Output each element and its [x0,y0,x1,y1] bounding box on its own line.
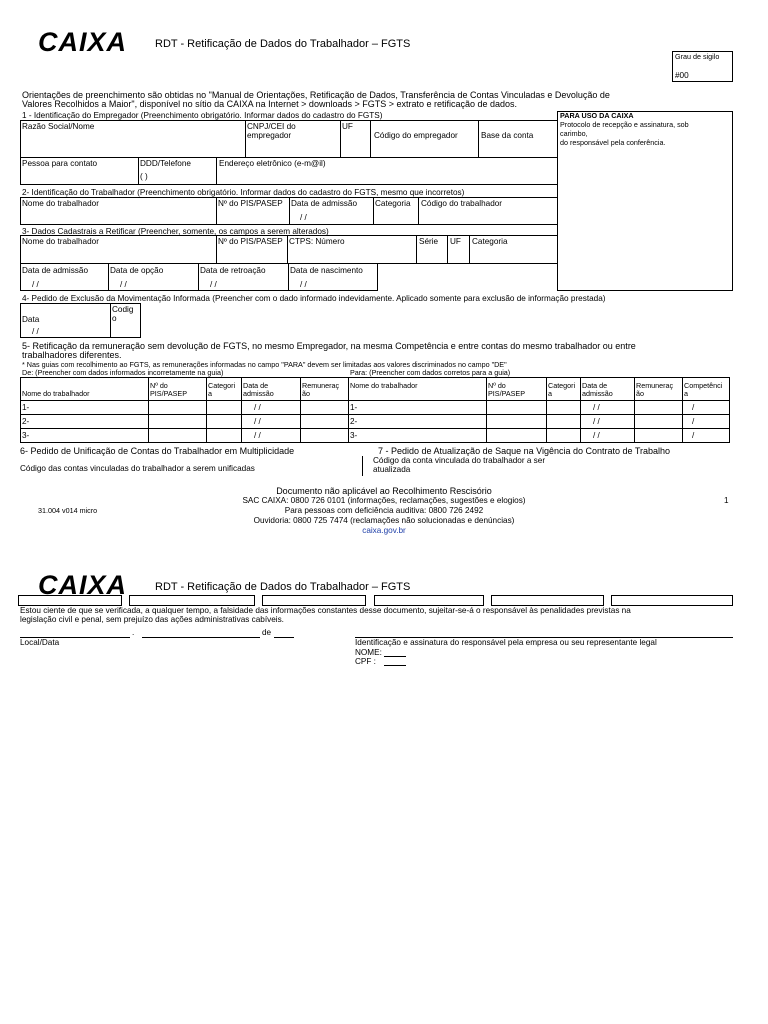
s5-de-h-rem: Remuneraç [302,381,340,390]
s5-para-comp-mask-3: / [692,431,695,440]
s5-para-h-comp: Competênci [684,381,723,390]
s4-data-mask: / / [32,327,39,336]
cnpj-label-2: empregador [247,131,292,140]
section-6-title: 6- Pedido de Unificação de Contas do Trabalhador em Multiplicidade [20,446,295,456]
s5-para-adm-mask-1: / / [593,403,600,412]
s4-codigo-label-2: o [112,314,117,323]
form-code: 31.004 v014 micro [38,506,98,515]
s2-admissao-label: Data de admissão [291,199,357,208]
caixa-logo-2: CAIXA [38,570,128,600]
s5-para-row-3: 3- [350,431,358,440]
s3-opcao-mask: / / [120,280,127,289]
base-conta-label: Base da conta [481,131,534,140]
s5-de-h-pis: Nº do [150,381,168,390]
s4-codigo-label: Codig [112,305,134,314]
s3-admissao-label: Data de admissão [22,266,88,275]
document-title-2: RDT - Retificação de Dados do Trabalhador – FGTS [155,581,411,593]
ddd-mask: ( ) [140,172,148,181]
section-3-title: 3- Dados Cadastrais a Retificar (Preencher, somente, os campos a serem alterados) [22,227,329,236]
razao-social-label: Razão Social/Nome [22,122,95,131]
s5-para-h-rem-2: ão [636,389,644,398]
intro-line-1: Orientações de preenchimento são obtidas no "Manual de Orientações, Retificação de Dados, Transferência de Contas Vinculadas e Devolução de [22,90,610,100]
grau-sigilo-label: Grau de sigilo [675,52,720,61]
nome-label: NOME: [355,648,382,657]
declaration-line-1: Estou ciente de que se verificada, a qualquer tempo, a falsidade das informações constantes desse documento, sujeitar-se-á o responsável às penalidades previstas na [20,606,631,615]
part2-box-3 [262,595,366,606]
s5-de-h-rem-2: ão [302,389,310,398]
s5-para-h-adm: Data de [582,381,608,390]
document-title: RDT - Retificação de Dados do Trabalhador – FGTS [155,38,411,50]
page-number: 1 [724,496,729,505]
s5-para-h-rem: Remuneraç [636,381,674,390]
s5-para-comp-mask-2: / [692,417,695,426]
s5-de-h-nome: Nome do trabalhador [22,389,90,398]
s2-nome-label: Nome do trabalhador [22,199,99,208]
part2-box-6 [611,595,733,606]
s5-para-row-1: 1- [350,403,358,412]
uso-caixa-line-1: Protocolo de recepção e assinatura, sob [560,120,689,129]
s5-para-h-nome: Nome do trabalhador [350,381,418,390]
part2-box-2 [129,595,255,606]
cnpj-label: CNPJ/CEI do [247,122,296,131]
s5-de-h-cat: Categori [208,381,236,390]
s5-de-h-cat-2: a [208,389,212,398]
s5-para-label: Para: (Preencher com dados corretos para a guia) [350,368,511,377]
uso-caixa-line-3: do responsável pela conferência. [560,138,666,147]
s5-de-h-adm-2: admissão [243,389,274,398]
s5-para-h-cat: Categori [548,381,576,390]
s5-de-adm-mask-3: / / [254,431,261,440]
footer-sac: SAC CAIXA: 0800 726 0101 (informações, reclamações, sugestões e elogios) [242,496,526,505]
identificacao-label: Identificação e assinatura do responsável pela empresa ou seu representante legal [355,638,657,647]
s5-para-adm-mask-3: / / [593,431,600,440]
codigo-empregador-label: Código do empregador [374,131,458,140]
footer-link[interactable]: caixa.gov.br [362,526,406,535]
pessoa-contato-label: Pessoa para contato [22,159,98,168]
s3-nascimento-mask: / / [300,280,307,289]
local-data-de: de [262,628,272,637]
s7-field-label-2: atualizada [373,465,411,474]
uf-label: UF [342,122,353,131]
s5-de-h-pis-2: PIS/PASEP [150,389,188,398]
s3-serie-label: Série [419,237,439,246]
s3-retroacao-mask: / / [210,280,217,289]
footer-not-applicable: Documento não aplicável ao Recolhimento Rescisório [276,486,492,496]
s6-field-label: Código das contas vinculadas do trabalhador a serem unificadas [20,464,255,473]
s5-para-h-pis-2: PIS/PASEP [488,389,526,398]
s3-ctps-label: CTPS: Número [289,237,345,246]
s5-para-h-adm-2: admissão [582,389,613,398]
ddd-telefone-label: DDD/Telefone [140,159,191,168]
s5-de-adm-mask-1: / / [254,403,261,412]
s5-de-adm-mask-2: / / [254,417,261,426]
s5-para-adm-mask-2: / / [593,417,600,426]
part2-box-4 [374,595,484,606]
section-2-title: 2- Identificação do Trabalhador (Preenchimento obrigatório. Informar dados do cadastro do FGTS, mesmo que incorretos) [22,188,465,197]
s5-de-row-2: 2- [22,417,30,426]
s3-nome-label: Nome do trabalhador [22,237,99,246]
section-5-note: * Nas guias com recolhimento ao FGTS, as remunerações informadas no campo "PARA" devem ser limitadas aos valores discriminados no campo "DE" [22,360,507,369]
s3-admissao-mask: / / [32,280,39,289]
local-data-label: Local/Data [20,638,60,647]
s2-pis-label: Nº do PIS/PASEP [218,199,283,208]
s2-admissao-mask: / / [300,213,307,222]
s2-codigo-label: Código do trabalhador [421,199,503,208]
footer-deficiencia: Para pessoas com deficiência auditiva: 0800 726 2492 [284,506,484,515]
cpf-label: CPF : [355,657,376,666]
s5-de-row-1: 1- [22,403,30,412]
section-4-title: 4- Pedido de Exclusão da Movimentação Informada (Preencher com o dado informado indevidamente. Aplicado somente para exclusão de informação prestada) [22,294,606,303]
s3-retroacao-label: Data de retroação [200,266,266,275]
section-1-title: 1 - Identificação do Empregador (Preenchimento obrigatório. Informar dados do cadastro do FGTS) [22,111,383,120]
declaration-line-2: legislação civil e penal, sem prejuízo das ações administrativas cabíveis. [20,615,284,624]
s4-data-label: Data [22,315,40,324]
intro-line-2: Valores Recolhidos a Maior", disponível no sítio da CAIXA na Internet > downloads > FGTS > extrato e retificação de dados. [22,99,518,109]
s5-para-h-cat-2: a [548,389,552,398]
s2-categoria-label: Categoria [375,199,411,208]
local-data-dot: . [132,628,135,637]
section-5-title-2: trabalhadores diferentes. [22,350,122,360]
s5-para-comp-mask-1: / [692,403,695,412]
s5-de-h-adm: Data de [243,381,269,390]
section-5-title-1: 5- Retificação da remuneração sem devolução de FGTS, no mesmo Empregador, na mesma Competência e entre contas do mesmo trabalhador ou entre [22,341,636,351]
s5-para-h-comp-2: a [684,389,688,398]
s3-opcao-label: Data de opção [110,266,164,275]
s3-categoria-label: Categoria [472,237,508,246]
s3-pis-label: Nº do PIS/PASEP [218,237,283,246]
s3-uf-label: UF [450,237,461,246]
s5-para-h-pis: Nº do [488,381,506,390]
s5-para-row-2: 2- [350,417,358,426]
s5-de-label: De: (Preencher com dados informados incorretamente na guia) [22,368,224,377]
caixa-logo: CAIXA [38,27,128,57]
uso-caixa-line-2: carimbo, [560,129,588,138]
uso-caixa-title: PARA USO DA CAIXA [560,111,634,120]
section-7-title: 7 - Pedido de Atualização de Saque na Vigência do Contrato de Trabalho [378,446,671,456]
s5-de-row-3: 3- [22,431,30,440]
grau-sigilo-value: #00 [675,71,689,80]
part2-box-1 [18,595,122,606]
s7-field-label: Código da conta vinculada do trabalhador a ser [373,456,546,465]
part2-box-5 [491,595,604,606]
s3-nascimento-label: Data de nascimento [290,266,363,275]
footer-ouvidoria: Ouvidoria: 0800 725 7474 (reclamações não solucionadas e denúncias) [253,516,515,525]
email-label: Endereço eletrônico (e-m@il) [219,159,326,168]
